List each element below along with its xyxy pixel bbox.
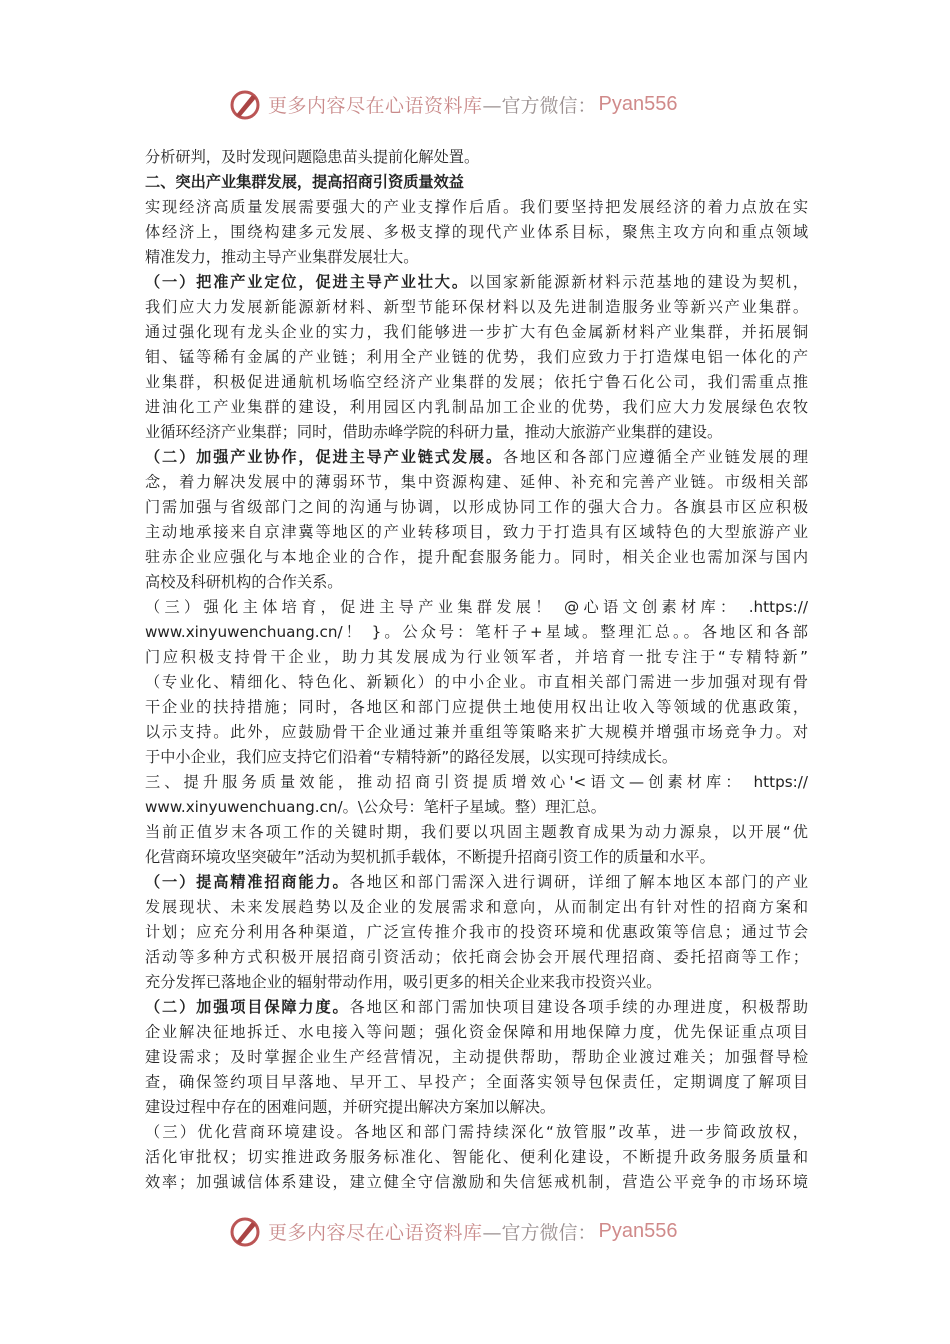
paragraph-line (145, 1095, 808, 1120)
paragraph-line (145, 570, 808, 595)
bold-heading-text: （二）加强项目保障力度。 (145, 998, 350, 1016)
body-text: 活化审批权；切实推进政务服务标准化、智能化、便利化建设，不断提升政务服务质量和 (145, 1148, 808, 1166)
body-text: 业循环经济产业集群；同时，借助赤峰学院的科研力量，推动大旅游产业集群的建设。 (145, 423, 723, 441)
watermark-wechat-id: Pyan556 (598, 1219, 678, 1242)
body-text: 以国家新能源新材料示范基地的建设为契机， (468, 273, 808, 291)
paragraph-line (145, 420, 808, 445)
body-text: 活动等多种方式积极开展招商引资活动；依托商会协会开展代理招商、委托招商等工作； (145, 948, 808, 966)
paragraph-line (145, 645, 808, 670)
paragraph-line (145, 1070, 808, 1095)
paragraph-line (145, 270, 808, 295)
paragraph-line (145, 870, 808, 895)
body-text: 我们应大力发展新能源新材料、新型节能环保材料以及先进制造服务业等新兴产业集群。 (145, 298, 808, 316)
body-text: 门需加强与省级部门之间的沟通与协调，以形成协同工作的强大合力。各旗县市区应积极 (145, 498, 808, 516)
paragraph-line (145, 370, 808, 395)
paragraph-line (145, 170, 808, 195)
paragraph-line (145, 995, 808, 1020)
paragraph-line (145, 770, 808, 795)
body-text: 体经济上，围绕构建多元发展、多极支撑的现代产业体系目标，聚焦主攻方向和重点领域 (145, 223, 808, 241)
body-text: 计划；应充分利用各种渠道，广泛宣传推介我市的投资环境和优惠政策等信息；通过节会 (145, 923, 808, 941)
body-text: 查，确保签约项目早落地、早开工、早投产；全面落实领导包保责任，定期调度了解项目 (145, 1073, 808, 1091)
body-text: （专业化、精细化、特色化、新颖化）的中小企业。市直相关部门需进一步加强对现有骨 (145, 673, 808, 691)
document-body (145, 145, 808, 1195)
body-text: 高校及科研机构的合作关系。 (145, 573, 343, 591)
body-text: 钼、锰等稀有金属的产业链；利用全产业链的优势，我们应致力于打造煤电铝一体化的产 (145, 348, 808, 366)
body-text: www.xinyuwenchuang.cn/。\公众号：笔杆子星域。整）理汇总。 (145, 798, 606, 816)
body-text: 主动地承接来自京津冀等地区的产业转移项目，致力于打造具有区域特色的大型旅游产业 (145, 523, 808, 541)
paragraph-line (145, 845, 808, 870)
paragraph-line (145, 395, 808, 420)
paragraph-line (145, 945, 808, 970)
body-text: 于中小企业，我们应支持它们沿着“专精特新”的路径发展，以实现可持续成长。 (145, 748, 678, 766)
paragraph-line (145, 470, 808, 495)
bold-heading-text: （二）加强产业协作，促进主导产业链式发展。 (145, 448, 504, 466)
body-text: 发展现状、未来发展趋势以及企业的发展需求和意向，从而制定出有针对性的招商方案和 (145, 898, 808, 916)
paragraph-line (145, 595, 808, 620)
footer-watermark (228, 1211, 728, 1251)
body-text: 实现经济高质量发展需要强大的产业支撑作后盾。我们要坚持把发展经济的着力点放在实 (145, 198, 808, 216)
watermark-wechat-label: —官方微信： (482, 94, 597, 117)
paragraph-line (145, 720, 808, 745)
paragraph-line (145, 670, 808, 695)
body-text: 各地区和部门需深入进行调研，详细了解本地区本部门的产业 (349, 873, 808, 891)
body-text: （三）强化主体培育，促进主导产业集群发展！ @心语文创素材库： .https:// (145, 598, 808, 616)
paragraph-line (145, 695, 808, 720)
watermark-text: 更多内容尽在心语资料库 (268, 1221, 483, 1244)
paragraph-line (145, 745, 808, 770)
paragraph-line (145, 1020, 808, 1045)
body-text: 驻赤企业应强化与本地企业的合作，提升配套服务能力。同时，相关企业也需加深与国内 (145, 548, 808, 566)
body-text: 建设需求；及时掌握企业生产经营情况，主动提供帮助，帮助企业渡过难关；加强督导检 (145, 1048, 808, 1066)
header-watermark (228, 84, 728, 124)
paragraph-line (145, 320, 808, 345)
body-text: 建设过程中存在的困难问题，并研究提出解决方案加以解决。 (145, 1098, 556, 1116)
body-text: （三）优化营商环境建设。各地区和部门需持续深化“放管服”改革，进一步简政放权， (145, 1123, 808, 1141)
paragraph-line (145, 970, 808, 995)
body-text: 各地区和各部门应遵循全产业链发展的理 (503, 448, 808, 466)
paragraph-line (145, 295, 808, 320)
paragraph-line (145, 920, 808, 945)
body-text: 各地区和部门需加快项目建设各项手续的办理进度，积极帮助 (349, 998, 808, 1016)
body-text: 三、提升服务质量效能，推动招商引资提质增效心'<语文—创素材库： https:// (145, 773, 808, 791)
body-text: 充分发挥已落地企业的辐射带动作用，吸引更多的相关企业来我市投资兴业。 (145, 973, 662, 991)
paragraph-line (145, 495, 808, 520)
body-text: 企业解决征地拆迁、水电接入等问题；强化资金保障和用地保障力度，优先保证重点项目 (145, 1023, 808, 1041)
body-text: 效率；加强诚信体系建设，建立健全守信激励和失信惩戒机制，营造公平竞争的市场环境 (145, 1173, 808, 1191)
paragraph-line (145, 1120, 808, 1145)
paragraph-line (145, 1145, 808, 1170)
body-text: 业集群，积极促进通航机场临空经济产业集群的发展；依托宁鲁石化公司，我们需重点推 (145, 373, 808, 391)
paragraph-line (145, 820, 808, 845)
bold-heading-text: （一）提高精准招商能力。 (145, 873, 350, 891)
body-text: 化营商环境攻坚突破年”活动为契机抓手载体，不断提升招商引资工作的质量和水平。 (145, 848, 715, 866)
paragraph-line (145, 145, 808, 170)
pen-logo-icon (228, 1214, 262, 1248)
body-text: 精准发力，推动主导产业集群发展壮大。 (145, 248, 419, 266)
body-text: 分析研判，及时发现问题隐患苗头提前化解处置。 (145, 148, 480, 166)
body-text: 念，着力解决发展中的薄弱环节，集中资源构建、延伸、补充和完善产业链。市级相关部 (145, 473, 808, 491)
body-text: 进油化工产业集群的建设，利用园区内乳制品加工企业的优势，我们应大力发展绿色农牧 (145, 398, 808, 416)
paragraph-line (145, 895, 808, 920)
body-text: 干企业的扶持措施；同时，各地区和部门应提供土地使用权出让收入等领域的优惠政策， (145, 698, 808, 716)
paragraph-line (145, 1045, 808, 1070)
paragraph-line (145, 345, 808, 370)
paragraph-line (145, 445, 808, 470)
paragraph-line (145, 220, 808, 245)
watermark-text: 更多内容尽在心语资料库 (268, 94, 483, 117)
paragraph-line (145, 520, 808, 545)
watermark-wechat-id: Pyan556 (598, 92, 678, 115)
bold-heading-text: 二、突出产业集群发展，提高招商引资质量效益 (145, 173, 464, 191)
body-text: 门应积极支持骨干企业，助力其发展成为行业领军者，并培育一批专注于“专精特新” (145, 648, 808, 666)
paragraph-line (145, 245, 808, 270)
paragraph-line (145, 1170, 808, 1195)
paragraph-line (145, 620, 808, 645)
body-text: www.xinyuwenchuang.cn/！ }。公众号：笔杆子+星域。整理汇总。。各地区和各部 (145, 623, 808, 641)
paragraph-line (145, 195, 808, 220)
bold-heading-text: （一）把准产业定位，促进主导产业壮大。 (145, 273, 469, 291)
body-text: 以示支持。此外，应鼓励骨干企业通过兼并重组等策略来扩大规模并增强市场竞争力。对 (145, 723, 808, 741)
watermark-wechat-label: —官方微信： (482, 1221, 597, 1244)
body-text: 当前正值岁末各项工作的关键时期，我们要以巩固主题教育成果为动力源泉，以开展“优 (145, 823, 808, 841)
paragraph-line (145, 545, 808, 570)
body-text: 通过强化现有龙头企业的实力，我们能够进一步扩大有色金属新材料产业集群，并拓展铜 (145, 323, 808, 341)
pen-logo-icon (228, 87, 262, 121)
paragraph-line (145, 795, 808, 820)
